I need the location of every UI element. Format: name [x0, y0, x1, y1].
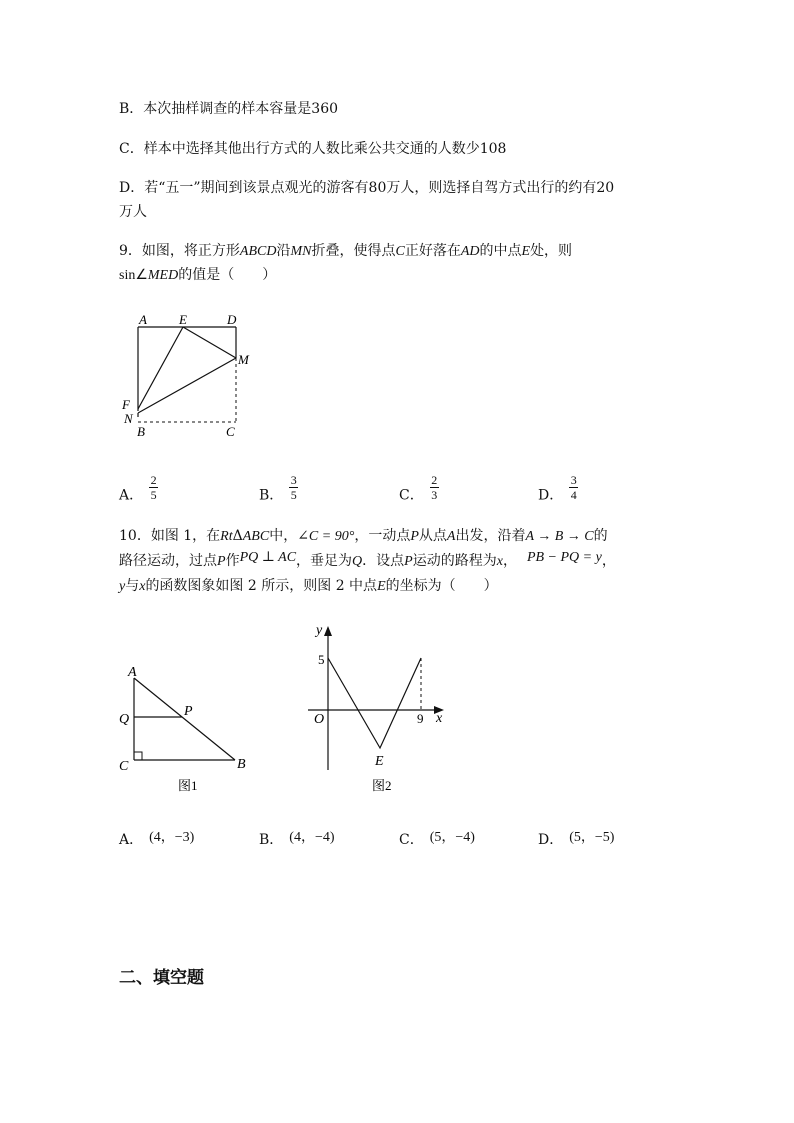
- q9-edge-mn: [138, 358, 236, 413]
- fig2-label-x: x: [436, 711, 443, 726]
- fig2-graph: [328, 658, 421, 748]
- q8-option-d-line2: 万人: [119, 204, 147, 220]
- fig1-caption: 图1: [178, 778, 198, 793]
- q10-option-b[interactable]: B． (4，−4): [259, 830, 335, 848]
- q10-option-c[interactable]: C． (5，−4): [399, 830, 475, 848]
- q9-label-d: D: [227, 312, 237, 327]
- q9-label-a: A: [139, 312, 147, 327]
- fig2-label-e: E: [375, 754, 384, 769]
- fig1-label-a: A: [128, 665, 137, 680]
- fig1-edge-ab: [134, 678, 235, 760]
- fig1-label-p: P: [184, 704, 193, 719]
- q9-stem-line1: 9．如图，将正方形ABCD沿MN折叠，使得点C正好落在AD的中点E处，则: [119, 243, 573, 259]
- q10-stem-line3: y与x的函数图象如图 2 所示，则图 2 中点E的坐标为（ ）: [119, 578, 498, 594]
- fig1-label-b: B: [237, 757, 246, 772]
- q10-stem-line1: 10．如图 1，在RtΔABC中，∠C = 90°，一动点P从点A出发，沿着A → B → C的: [119, 528, 608, 544]
- fig1-label-q: Q: [119, 712, 130, 727]
- fig2-label-y: y: [316, 623, 323, 638]
- fig2-label-9: 9: [417, 711, 424, 726]
- q9-label-m: M: [238, 352, 249, 367]
- q10-figure2: [300, 620, 460, 800]
- fig2-label-5: 5: [318, 652, 325, 667]
- q10-option-d[interactable]: D． (5，−5): [538, 830, 615, 848]
- fig2-y-arrow: [324, 626, 332, 636]
- q9-label-e: E: [179, 312, 187, 327]
- fig2-label-o: O: [314, 712, 325, 727]
- q9-figure: [110, 305, 270, 445]
- q9-edge-em: [183, 327, 236, 358]
- fig2-caption: 图2: [372, 778, 392, 793]
- q9-label-f: F: [122, 397, 130, 412]
- q8-option-c: C．样本中选择其他出行方式的人数比乘公共交通的人数少108: [119, 141, 507, 157]
- q10-stem-line2: 路径运动，过点P作PQ ⊥ AC，垂足为Q．设点P运动的路程为x， PB − PQ = y，: [119, 550, 616, 569]
- q9-option-b[interactable]: B． $\frac{3}{5}$: [259, 473, 297, 504]
- q9-label-b: B: [137, 424, 145, 439]
- q9-option-a[interactable]: A． $\frac{2}{5}$: [119, 473, 157, 504]
- q9-option-d[interactable]: D． $\frac{3}{4}$: [538, 473, 577, 504]
- q10-figure1: [112, 660, 262, 800]
- q9-option-c[interactable]: C． $\frac{2}{3}$: [399, 473, 438, 504]
- fig1-label-c: C: [119, 759, 129, 774]
- q9-stem-line2: sin∠MED的值是（ ）: [119, 267, 277, 283]
- q8-option-d-line1: D．若“五一”期间到该景点观光的游客有80万人，则选择自驾方式出行的约有20: [119, 180, 615, 196]
- q10-option-a[interactable]: A． (4，−3): [119, 830, 195, 848]
- q8-option-b: B．本次抽样调查的样本容量是360: [119, 101, 339, 117]
- q9-label-n: N: [124, 411, 133, 426]
- section-title-fill-in: 二、填空题: [119, 968, 204, 988]
- fig1-right-angle-mark: [134, 752, 142, 760]
- q9-edge-ef: [138, 327, 183, 409]
- q9-label-c: C: [226, 424, 235, 439]
